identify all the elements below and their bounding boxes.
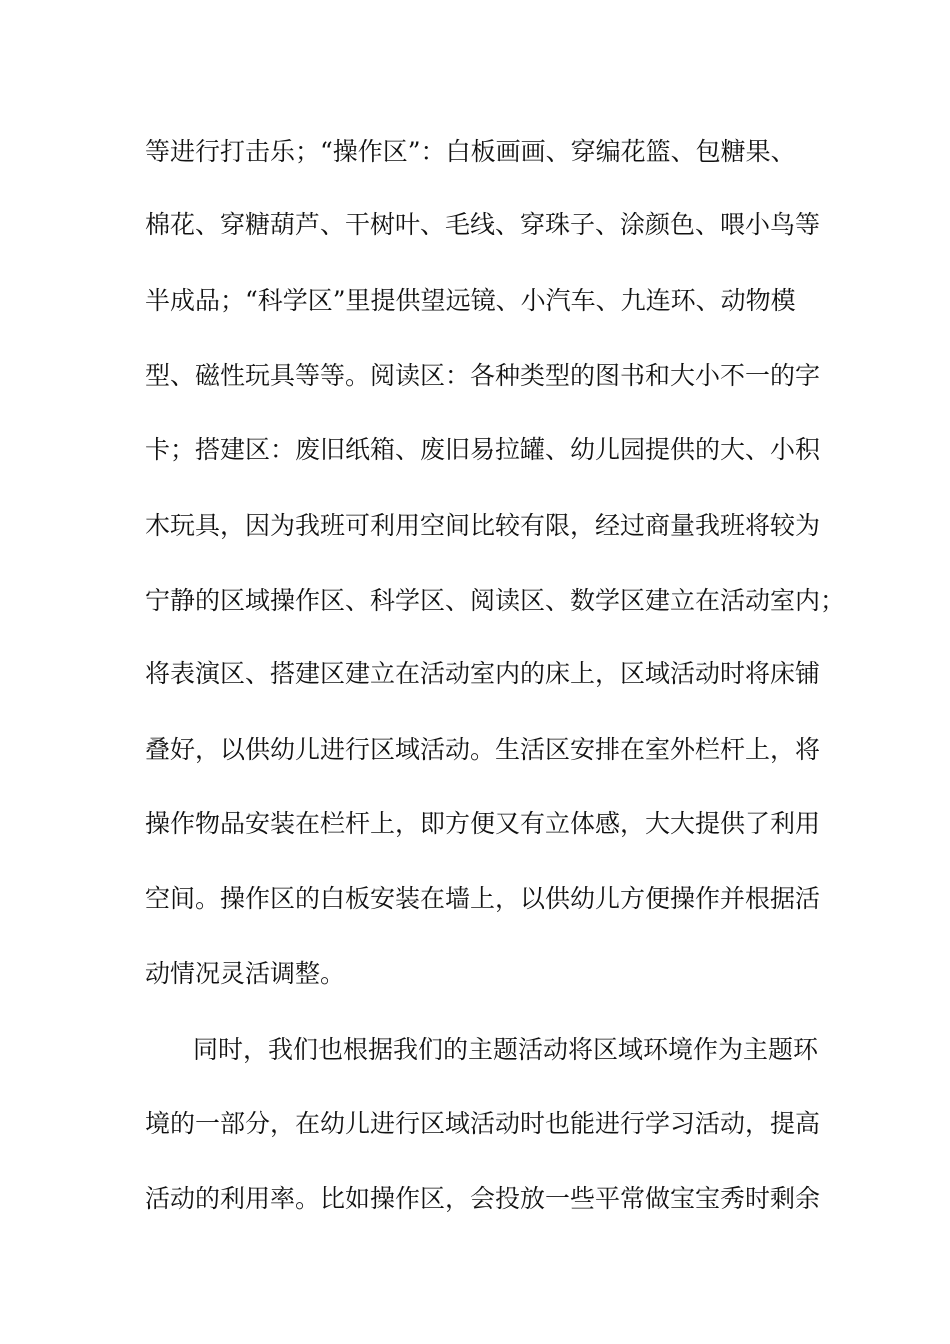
text-line: 卡；搭建区：废旧纸箱、废旧易拉罐、幼儿园提供的大、小积	[145, 435, 821, 464]
paragraph-first-line: 同时，我们也根据我们的主题活动将区域环境作为主题环	[193, 1035, 819, 1064]
text-line: 木玩具，因为我班可利用空间比较有限，经过商量我班将较为	[145, 511, 821, 540]
text-line: 境的一部分，在幼儿进行区域活动时也能进行学习活动，提高	[145, 1109, 821, 1138]
text-line: 操作物品安装在栏杆上，即方便又有立体感，大大提供了利用	[145, 809, 821, 838]
text-line: 型、磁性玩具等等。阅读区：各种类型的图书和大小不一的字	[145, 361, 821, 390]
text-line: 将表演区、搭建区建立在活动室内的床上，区域活动时将床铺	[145, 659, 821, 688]
text-line: 动情况灵活调整。	[145, 959, 346, 988]
text-line: 等进行打击乐；“操作区”：白板画画、穿编花篮、包糖果、	[145, 137, 796, 166]
text-line: 棉花、穿糖葫芦、干树叶、毛线、穿珠子、涂颜色、喂小鸟等	[145, 210, 821, 239]
text-line: 活动的利用率。比如操作区，会投放一些平常做宝宝秀时剩余	[145, 1184, 821, 1213]
text-line: 半成品；“科学区”里提供望远镜、小汽车、九连环、动物模	[145, 286, 796, 315]
text-line: 叠好，以供幼儿进行区域活动。生活区安排在室外栏杆上，将	[145, 735, 821, 764]
text-line: 宁静的区域操作区、科学区、阅读区、数学区建立在活动室内；	[145, 586, 846, 615]
text-line: 空间。操作区的白板安装在墙上，以供幼儿方便操作并根据活	[145, 884, 821, 913]
